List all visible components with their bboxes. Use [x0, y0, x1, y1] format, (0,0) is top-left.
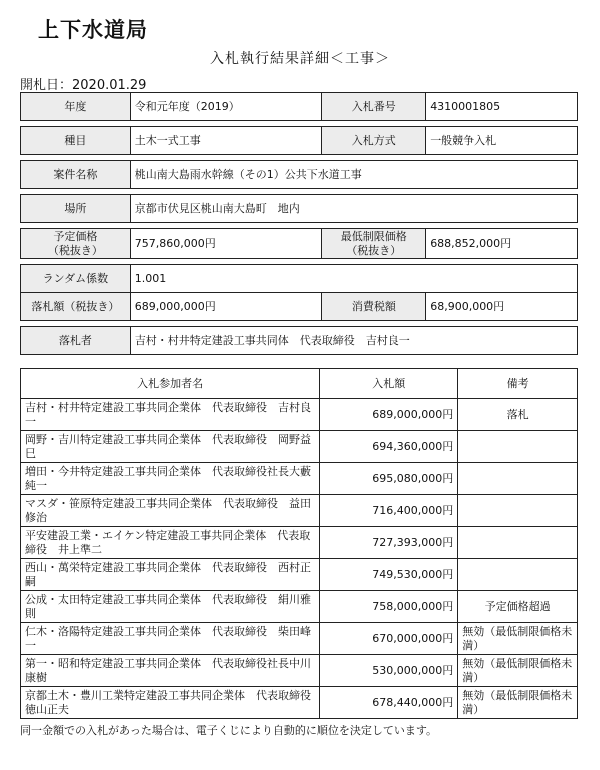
- bidder-name: 平安建設工業・エイケン特定建設工事共同企業体 代表取締役 井上準二: [21, 527, 320, 559]
- award-amount-value: 689,000,000円: [130, 293, 322, 321]
- bidder-name: 仁木・洛陽特定建設工事共同企業体 代表取締役 柴田峰一: [21, 623, 320, 655]
- bidder-name: 岡野・吉川特定建設工事共同企業体 代表取締役 岡野益巳: [21, 431, 320, 463]
- winner-value: 吉村・村井特定建設工事共同体 代表取締役 吉村良一: [130, 327, 577, 355]
- table-row: [21, 655, 578, 687]
- bid-amount: 670,000,000円: [320, 623, 458, 655]
- bid-method-value: 一般競争入札: [426, 127, 578, 155]
- planned-price-value: 757,860,000円: [130, 229, 322, 259]
- organization-name: 上下水道局: [38, 18, 148, 42]
- table-row: [21, 591, 578, 623]
- location-value: 京都市伏見区桃山南大島町 地内: [130, 195, 577, 223]
- table-row: [21, 431, 578, 463]
- bidder-name: 西山・萬栄特定建設工事共同企業体 代表取締役 西村正嗣: [21, 559, 320, 591]
- award-table: [20, 292, 578, 355]
- remarks: [458, 559, 578, 591]
- remarks: 予定価格超過: [458, 591, 578, 623]
- project-name-value: 桃山南大島雨水幹線（その1）公共下水道工事: [130, 161, 577, 189]
- bid-method-label: 入札方式: [322, 127, 426, 155]
- bid-amount: 695,080,000円: [320, 463, 458, 495]
- table-row: [21, 687, 578, 719]
- bidder-name: マスダ・笹原特定建設工事共同企業体 代表取締役 益田修治: [21, 495, 320, 527]
- bidder-name-header: 入札参加者名: [21, 369, 320, 399]
- bid-amount: 694,360,000円: [320, 431, 458, 463]
- bid-number-label: 入札番号: [322, 93, 426, 121]
- opening-date: 開札日：2020.01.29: [20, 78, 147, 93]
- minimum-price-value: 688,852,000円: [426, 229, 578, 259]
- bid-info-table: [20, 92, 578, 293]
- category-label: 種目: [21, 127, 131, 155]
- consumption-tax-value: 68,900,000円: [426, 293, 578, 321]
- table-row: [21, 495, 578, 527]
- project-name-label: 案件名称: [21, 161, 131, 189]
- bid-amount: 758,000,000円: [320, 591, 458, 623]
- bidder-name: 吉村・村井特定建設工事共同企業体 代表取締役 吉村良一: [21, 399, 320, 431]
- table-row: [21, 463, 578, 495]
- award-amount-label: 落札額（税抜き）: [21, 293, 131, 321]
- bidders-header-row: [21, 369, 578, 399]
- bid-amount: 530,000,000円: [320, 655, 458, 687]
- table-row: [21, 527, 578, 559]
- random-coefficient-value: 1.001: [130, 265, 577, 293]
- category-value: 土木一式工事: [130, 127, 322, 155]
- table-row: [21, 399, 578, 431]
- footer-note: 同一金額での入札があった場合は、電子くじにより自動的に順位を決定しています。: [20, 724, 438, 737]
- winner-label: 落札者: [21, 327, 131, 355]
- bidder-name: 京都土木・豊川工業特定建設工事共同企業体 代表取締役 徳山正夫: [21, 687, 320, 719]
- document-title: 入札執行結果詳細＜工事＞: [210, 51, 390, 67]
- bidder-name: 増田・今井特定建設工事共同企業体 代表取締役社長大藪純一: [21, 463, 320, 495]
- remarks: 無効（最低制限価格未満）: [458, 623, 578, 655]
- bid-amount-header: 入札額: [320, 369, 458, 399]
- minimum-price-label: 最低制限価格 （税抜き）: [322, 229, 426, 259]
- remarks: 落札: [458, 399, 578, 431]
- planned-price-label: 予定価格 （税抜き）: [21, 229, 131, 259]
- year-value: 令和元年度（2019）: [130, 93, 322, 121]
- table-row: [21, 623, 578, 655]
- bid-number-value: 4310001805: [426, 93, 578, 121]
- bid-amount: 749,530,000円: [320, 559, 458, 591]
- bidders-table: [20, 368, 578, 719]
- consumption-tax-label: 消費税額: [322, 293, 426, 321]
- bid-amount: 689,000,000円: [320, 399, 458, 431]
- remarks: [458, 527, 578, 559]
- bidder-name: 公成・太田特定建設工事共同企業体 代表取締役 絹川雅則: [21, 591, 320, 623]
- remarks: [458, 495, 578, 527]
- bid-amount: 727,393,000円: [320, 527, 458, 559]
- random-coefficient-label: ランダム係数: [21, 265, 131, 293]
- table-row: [21, 559, 578, 591]
- bidder-name: 第一・昭和特定建設工事共同企業体 代表取締役社長中川康樹: [21, 655, 320, 687]
- remarks-header: 備考: [458, 369, 578, 399]
- bid-amount: 716,400,000円: [320, 495, 458, 527]
- year-label: 年度: [21, 93, 131, 121]
- location-label: 場所: [21, 195, 131, 223]
- remarks: [458, 431, 578, 463]
- remarks: [458, 463, 578, 495]
- remarks: 無効（最低制限価格未満）: [458, 687, 578, 719]
- remarks: 無効（最低制限価格未満）: [458, 655, 578, 687]
- bid-amount: 678,440,000円: [320, 687, 458, 719]
